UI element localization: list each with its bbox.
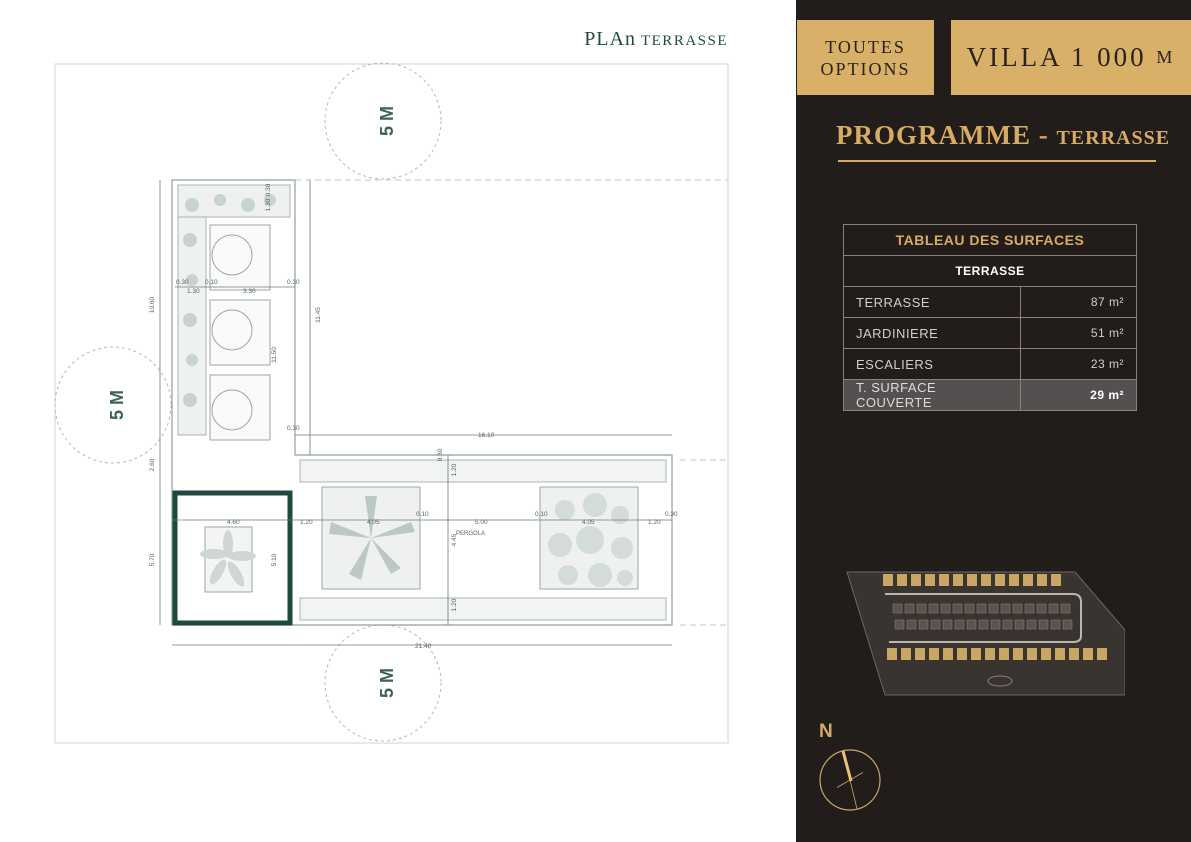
surfaces-section: TERRASSE	[844, 256, 1137, 287]
dim-16-10: 16.10	[478, 432, 495, 439]
dim-0-10-mid-right: 0.10	[535, 511, 548, 518]
site-outline	[847, 572, 1125, 695]
dim-1-20-bottom: 1.20	[451, 598, 458, 612]
north-label: N	[819, 721, 833, 742]
programme-heading	[836, 120, 1170, 151]
surfaces-title: TABLEAU DES SURFACES	[844, 225, 1137, 256]
programme-subtitle: TERRASSE	[1056, 127, 1171, 149]
dim-4-45: 4.45	[451, 533, 458, 547]
options-line-1: TOUTES	[825, 36, 906, 57]
table-row-total	[844, 380, 1137, 411]
planter-strip-bottom	[300, 598, 666, 620]
planter-strip-top	[300, 460, 666, 482]
plan-title-sub: TERRASSE	[640, 33, 728, 49]
dim-1-30-top: 1.30	[265, 198, 272, 212]
dim-5-10: 5.10	[271, 553, 278, 567]
dim-4-05-right: 4.05	[582, 519, 595, 526]
total-value: 29 m²	[1021, 380, 1137, 411]
dim-0-30-left: 0.30	[176, 279, 189, 286]
setback-label-left: 5 M	[107, 389, 127, 421]
dim-0-30-right: 0.30	[287, 279, 300, 286]
compass-icon	[815, 745, 885, 815]
dim-4-60: 4.60	[227, 519, 240, 526]
plan-title-main: PLAn	[584, 28, 636, 50]
dim-11-50: 11.50	[271, 347, 278, 363]
dim-0-30-mid: 0.30	[437, 448, 444, 462]
dim-2-60: 2.60	[149, 458, 156, 472]
dim-0-30-top: 0.30	[265, 183, 272, 197]
pergola-label: PERGOLA	[456, 531, 486, 537]
stair-box-3	[210, 375, 270, 440]
table-row	[844, 287, 1137, 318]
surface-label: ESCALIERS	[844, 349, 1021, 380]
dim-4-05-left: 4.05	[367, 519, 380, 526]
dim-0-30-corner: 0.30	[287, 425, 300, 432]
dim-0-30-far: 0.30	[665, 511, 678, 518]
dim-1-20-top: 1.20	[451, 463, 458, 477]
surfaces-table	[843, 224, 1137, 411]
programme-sep: -	[1038, 120, 1049, 150]
dim-3-30: 3.30	[243, 288, 256, 295]
surface-value: 87 m²	[1021, 287, 1137, 318]
dim-1-30-row: 1.30	[187, 288, 200, 295]
dim-0-10-left: 0.10	[205, 279, 218, 286]
total-label: T. SURFACE COUVERTE	[844, 380, 1021, 411]
pergola-foliage-right	[548, 493, 633, 587]
villa-unit: M	[1156, 47, 1176, 67]
programme-title: PROGRAMME	[836, 120, 1031, 150]
dim-1-20-left: 1.20	[300, 519, 313, 526]
setback-label-bottom: 5 M	[377, 667, 397, 699]
dim-5-00: 5.00	[475, 519, 488, 526]
setback-label-top: 5 M	[377, 105, 397, 137]
dim-11-45: 11.45	[315, 307, 322, 323]
dim-5-70: 5.70	[149, 553, 156, 567]
surface-label: JARDINIERE	[844, 318, 1021, 349]
stair-box-2	[210, 300, 270, 365]
dim-0-10-mid-left: 0.10	[416, 511, 429, 518]
options-line-2: OPTIONS	[820, 58, 911, 79]
programme-underline	[838, 160, 1156, 162]
table-row	[844, 318, 1137, 349]
dim-1-20-right: 1.20	[648, 519, 661, 526]
stair-box-1	[210, 225, 270, 290]
surface-value: 23 m²	[1021, 349, 1137, 380]
dim-10-60: 10.60	[149, 296, 156, 314]
surface-value: 51 m²	[1021, 318, 1137, 349]
villa-badge	[951, 20, 1191, 95]
options-badge	[797, 20, 934, 95]
surface-label: TERRASSE	[844, 287, 1021, 318]
site-map-thumbnail	[845, 570, 1125, 700]
table-row	[844, 349, 1137, 380]
dim-21-40: 21.40	[415, 643, 432, 650]
villa-title: VILLA 1 000	[966, 42, 1147, 72]
plot-boundary	[55, 64, 728, 743]
